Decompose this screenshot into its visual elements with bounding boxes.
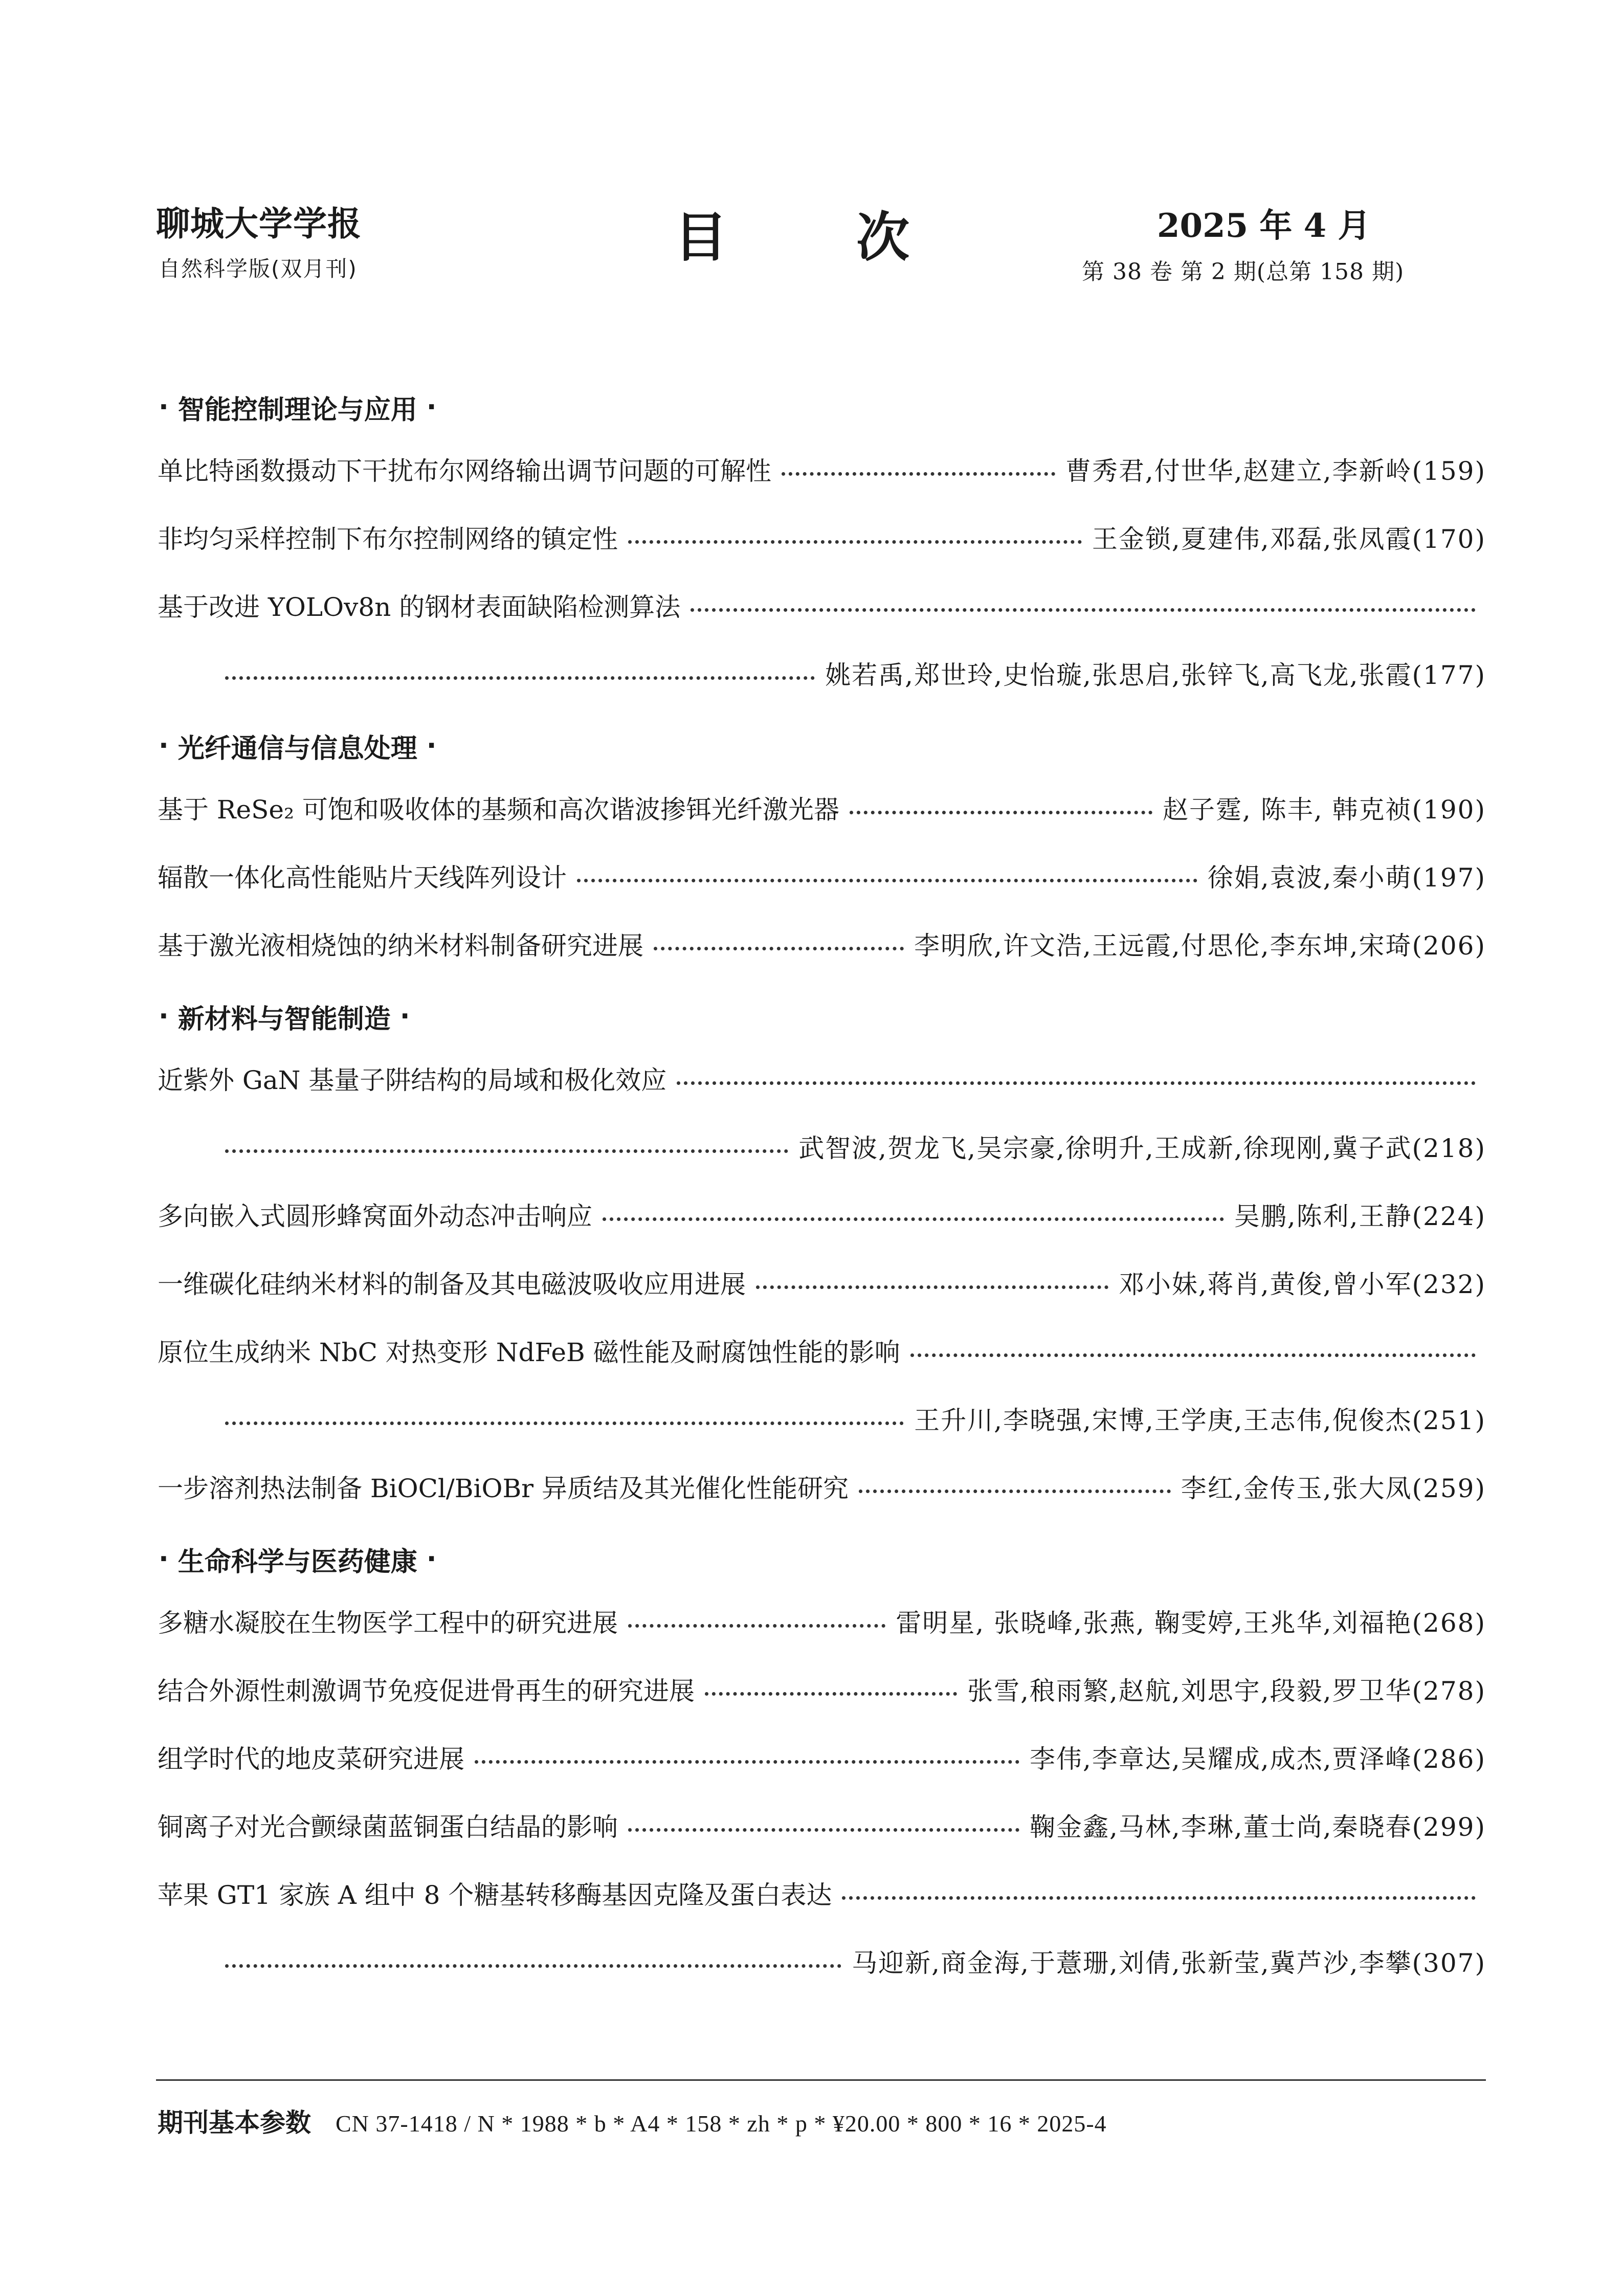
entry-authors: 李明欣,许文浩,王远霞,付思伦,李东坤,宋琦(206): [914, 931, 1486, 961]
dot-leader: [691, 608, 1476, 612]
section-heading-label: 光纤通信与信息处理: [177, 733, 417, 764]
dot-leader: [225, 1421, 904, 1425]
entry-authors: 马迎新,商金海,于薏珊,刘倩,张新莹,冀芦沙,李攀(307): [852, 1948, 1486, 1978]
toc-section: [158, 389, 1486, 691]
entry-authors: 雷明星, 张晓峰,张燕, 鞠雯婷,王兆华,刘福艳(268): [896, 1608, 1486, 1638]
toc-entry[interactable]: [158, 1879, 1486, 1979]
toc-entry[interactable]: [158, 930, 1486, 962]
entry-title[interactable]: 多向嵌入式圆形蜂窝面外动态冲击响应: [158, 1202, 592, 1231]
dot-leader: [225, 1964, 841, 1968]
toc-entry[interactable]: [158, 1064, 1486, 1164]
bullet-dot: ·: [426, 1544, 437, 1574]
toc-section: [158, 998, 1486, 1504]
toc-entry[interactable]: [158, 455, 1486, 487]
entry-title[interactable]: 多糖水凝胶在生物医学工程中的研究进展: [158, 1608, 618, 1638]
issue-date: 2025 年 4 月: [1157, 207, 1371, 245]
entry-title[interactable]: 一步溶剂热法制备 BiOCl/BiOBr 异质结及其光催化性能研究: [158, 1474, 849, 1503]
bullet-dot: ·: [159, 1001, 169, 1032]
dot-leader: [677, 1081, 1476, 1085]
entry-title[interactable]: 原位生成纳米 NbC 对热变形 NdFeB 磁性能及耐腐蚀性能的影响: [158, 1338, 900, 1367]
bullet-dot: ·: [159, 730, 169, 761]
section-heading: [158, 389, 1486, 426]
toc-entry[interactable]: [158, 1201, 1486, 1232]
page-title-left: 目: [674, 206, 728, 269]
journal-name: 聊城大学学报: [156, 204, 362, 243]
dot-leader: [225, 676, 815, 680]
footer-params: CN 37-1418 / N * 1988 * b * A4 * 158 * zh * p * ¥20.00 * 800 * 16 * 2025-4: [336, 2110, 1107, 2137]
entry-title[interactable]: 近紫外 GaN 基量子阱结构的局域和极化效应: [158, 1065, 667, 1095]
dot-leader: [910, 1353, 1476, 1357]
dot-leader: [842, 1896, 1476, 1900]
entry-authors: 徐娟,袁波,秦小萌(197): [1207, 863, 1486, 893]
entry-authors: 吴鹏,陈利,王静(224): [1234, 1202, 1486, 1231]
dot-leader: [654, 947, 904, 950]
entry-title[interactable]: 非均匀采样控制下布尔控制网络的镇定性: [158, 524, 618, 554]
toc-entry[interactable]: [158, 591, 1486, 691]
toc-entry[interactable]: [158, 1337, 1486, 1436]
entry-title[interactable]: 组学时代的地皮菜研究进展: [158, 1744, 464, 1774]
dot-leader: [628, 1828, 1019, 1832]
toc-section: [158, 1541, 1486, 1979]
entry-authors: 曹秀君,付世华,赵建立,李新岭(159): [1065, 456, 1486, 486]
entry-authors: 王金锁,夏建伟,邓磊,张凤霞(170): [1092, 524, 1486, 554]
dot-leader: [850, 811, 1152, 814]
toc-entry[interactable]: [158, 1473, 1486, 1504]
section-heading: [158, 998, 1486, 1035]
dot-leader: [603, 1217, 1224, 1221]
toc-body: [158, 389, 1486, 2015]
entry-authors: 李伟,李章达,吴耀成,成杰,贾泽峰(286): [1029, 1744, 1486, 1774]
toc-entry[interactable]: [158, 862, 1486, 894]
toc-entry[interactable]: [158, 1743, 1486, 1775]
bullet-dot: ·: [426, 392, 437, 423]
entry-title[interactable]: 苹果 GT1 家族 A 组中 8 个糖基转移酶基因克隆及蛋白表达: [158, 1880, 832, 1910]
entry-authors: 李红,金传玉,张大凤(259): [1181, 1474, 1486, 1503]
page-title-right: 次: [856, 206, 909, 269]
entry-title[interactable]: 辐散一体化高性能贴片天线阵列设计: [158, 863, 567, 893]
dot-leader: [782, 472, 1055, 476]
journal-edition: 自然科学版(双月刊): [159, 256, 358, 281]
entry-title[interactable]: 铜离子对光合颤绿菌蓝铜蛋白结晶的影响: [158, 1812, 618, 1842]
toc-entry[interactable]: [158, 1269, 1486, 1300]
bullet-dot: ·: [399, 1001, 410, 1032]
dot-leader: [705, 1692, 957, 1696]
section-heading: [158, 727, 1486, 764]
entry-authors: 姚若禹,郑世玲,史怡璇,张思启,张锌飞,高飞龙,张霞(177): [825, 660, 1486, 690]
dot-leader: [577, 879, 1197, 882]
entry-title[interactable]: 基于激光液相烧蚀的纳米材料制备研究进展: [158, 931, 643, 961]
section-heading: [158, 1541, 1486, 1577]
footer-divider: [156, 2079, 1486, 2081]
toc-entry[interactable]: [158, 1675, 1486, 1707]
toc-section: [158, 727, 1486, 962]
entry-authors: 鞠金鑫,马林,李琳,董士尚,秦晓春(299): [1029, 1812, 1486, 1842]
entry-authors: 张雪,稂雨繁,赵航,刘思宇,段毅,罗卫华(278): [967, 1676, 1486, 1706]
dot-leader: [225, 1149, 788, 1153]
section-heading-label: 新材料与智能制造: [177, 1004, 391, 1035]
entry-authors: 王升川,李晓强,宋博,王学庚,王志伟,倪俊杰(251): [914, 1406, 1486, 1435]
dot-leader: [628, 540, 1082, 544]
dot-leader: [475, 1760, 1019, 1764]
page-title: [674, 206, 909, 269]
issue-number: 第 38 卷 第 2 期(总第 158 期): [1082, 259, 1405, 285]
footer-label: 期刊基本参数: [158, 2108, 311, 2138]
dot-leader: [859, 1490, 1171, 1493]
toc-entry[interactable]: [158, 794, 1486, 826]
bullet-dot: ·: [159, 1544, 169, 1574]
entry-title[interactable]: 基于 ReSe₂ 可饱和吸收体的基频和高次谐波掺铒光纤激光器: [158, 795, 839, 825]
entry-title[interactable]: 基于改进 YOLOv8n 的钢材表面缺陷检测算法: [158, 592, 681, 622]
dot-leader: [756, 1285, 1108, 1289]
dot-leader: [628, 1624, 885, 1628]
bullet-dot: ·: [426, 730, 437, 761]
footer: [158, 2102, 1107, 2139]
toc-entry[interactable]: [158, 1811, 1486, 1843]
toc-entry[interactable]: [158, 1607, 1486, 1639]
bullet-dot: ·: [159, 392, 169, 423]
section-heading-label: 生命科学与医药健康: [177, 1546, 417, 1577]
toc-entry[interactable]: [158, 523, 1486, 555]
entry-authors: 武智波,贺龙飞,吴宗豪,徐明升,王成新,徐现刚,冀子武(218): [798, 1134, 1486, 1163]
entry-title[interactable]: 结合外源性刺激调节免疫促进骨再生的研究进展: [158, 1676, 695, 1706]
entry-authors: 赵子霆, 陈丰, 韩克祯(190): [1162, 795, 1486, 825]
entry-title[interactable]: 一维碳化硅纳米材料的制备及其电磁波吸收应用进展: [158, 1270, 746, 1299]
section-heading-label: 智能控制理论与应用: [177, 394, 417, 426]
entry-authors: 邓小妹,蒋肖,黄俊,曾小军(232): [1118, 1270, 1486, 1299]
entry-title[interactable]: 单比特函数摄动下干扰布尔网络输出调节问题的可解性: [158, 456, 771, 486]
